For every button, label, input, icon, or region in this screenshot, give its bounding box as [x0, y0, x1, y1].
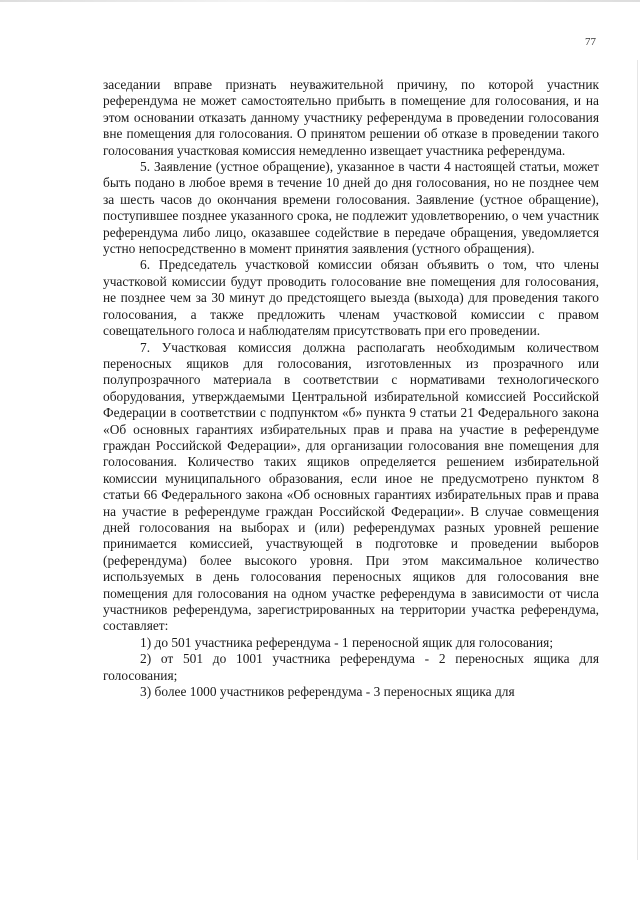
list-item-1: 1) до 501 участника референдума - 1 переносной ящик для голосования;: [140, 634, 554, 650]
page-number: 77: [585, 36, 596, 48]
scan-edge-top: [0, 0, 640, 2]
paragraph-item-5: 5. Заявление (устное обращение), указанное в части 4 настоящей статьи, может быть подано в любое время в течение 10 дней до дня голосования, но не позднее чем за шесть часов до окончания времени голосования. Заявление (устное обращение), поступившее позднее указанного срока, не подлежит удовлетворению, о чем участник референдума либо лицо, оказавшее содействие в передаче обращения, уведомляется устно непосредственно в момент принятия заявления (устного обращения).: [103, 159, 599, 257]
paragraph-item-6: 6. Председатель участковой комиссии обязан объявить о том, что члены участковой комиссии будут проводить голосование вне помещения для голосования, не позднее чем за 30 минут до предстоящего выезда (выхода) для проведения такого голосования, а также предложить членам участковой комиссии с правом совещательного голоса и наблюдателям присутствовать при его проведении.: [103, 257, 599, 339]
body-text: [103, 77, 599, 700]
paragraph-continuation: заседании вправе признать неуважительной причину, по которой участник референдума не может самостоятельно прибыть в помещение для голосования, и на этом основании отказать данному участнику референдума в проведении голосования вне помещения для голосования. О принятом решении об отказе в проведении такого голосования участковая комиссия немедленно извещает участника референдума.: [103, 77, 599, 158]
paragraph-item-7: 7. Участковая комиссия должна располагать необходимым количеством переносных ящиков для голосования, изготовленных из прозрачного или полупрозрачного материала в соответствии с нормативами технологического оборудования, утверждаемыми Центральной избирательной комиссией Российской Федерации в соответствии с подпунктом «б» пункта 9 статьи 21 Федерального закона «Об основных гарантиях избирательных прав и права на участие в референдуме граждан Российской Федерации», для организации голосования вне помещения для голосования. Количество таких ящиков определяется решением избирательной комиссии муниципального образования, если иное не предусмотрено пунктом 8 статьи 66 Федерального закона «Об основных гарантиях избирательных прав и права на участие в референдуме граждан Российской Федерации». В случае совмещения дней голосования на выборах и (или) референдумах разных уровней решение принимается комиссией, участвующей в подготовке и проведении выборов (референдума) более высокого уровня. При этом максимальное количество используемых в день голосования переносных ящиков для голосования вне помещения для голосования на одном участке референдума в зависимости от числа участников референдума, зарегистрированных на территории участка референдума, составляет:: [103, 339, 599, 634]
scan-edge-right: [637, 60, 638, 860]
list-item-2: 2) от 501 до 1001 участника референдума - 2 переносных ящика для голосования;: [103, 651, 599, 683]
list-item-3: 3) более 1000 участников референдума - 3 переносных ящика для: [140, 684, 515, 700]
